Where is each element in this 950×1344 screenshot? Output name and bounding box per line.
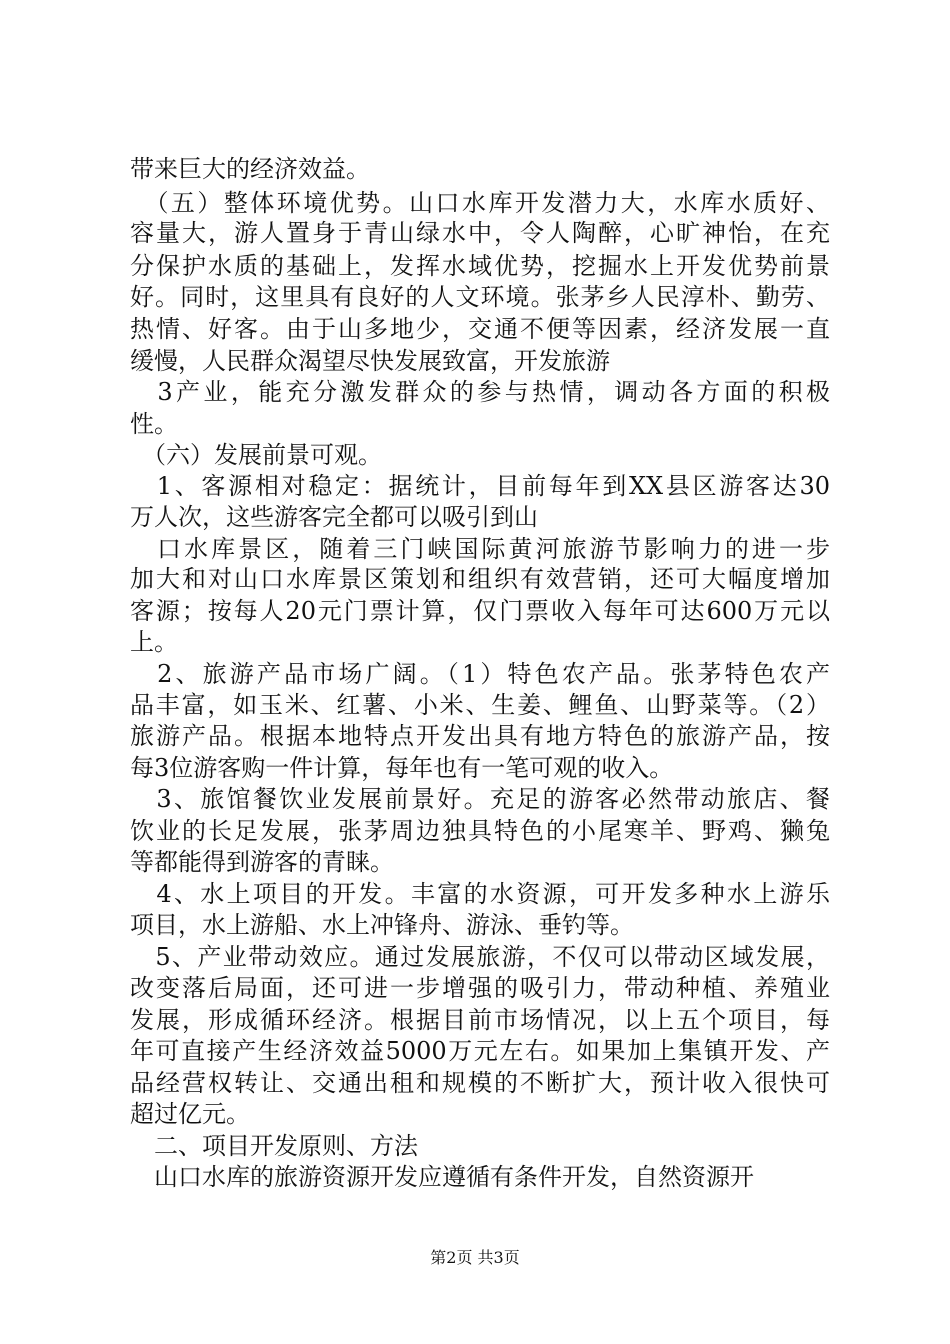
- paragraph-line: 品经营权转让、交通出租和规模的不断扩大，预计收入很快可: [130, 1069, 830, 1097]
- paragraph-line: 年可直接产生经济效益5000万元左右。如果加上集镇开发、产: [130, 1037, 830, 1065]
- paragraph-line: 二、项目开发原则、方法: [130, 1132, 418, 1160]
- paragraph-line: 带来巨大的经济效益。: [130, 155, 370, 183]
- paragraph-line: 品丰富，如玉米、红薯、小米、生姜、鲤鱼、山野菜等。（2）: [130, 691, 830, 719]
- page-number-footer: 第2页 共3页: [430, 1248, 520, 1267]
- paragraph-line: 分保护水质的基础上，发挥水域优势，挖掘水上开发优势前景: [130, 252, 830, 280]
- paragraph-line: 每3位游客购一件计算，每年也有一笔可观的收入。: [130, 754, 674, 782]
- paragraph-line: 容量大，游人置身于青山绿水中，令人陶醉，心旷神怡，在充: [130, 219, 830, 247]
- paragraph-line: 性。: [130, 410, 178, 438]
- paragraph-line: 加大和对山口水库景区策划和组织有效营销，还可大幅度增加: [130, 565, 830, 593]
- paragraph-line: 1、客源相对稳定：据统计，目前每年到XX县区游客达30: [130, 472, 830, 500]
- paragraph-line: 3、旅馆餐饮业发展前景好。充足的游客必然带动旅店、餐: [130, 785, 830, 813]
- paragraph-line: 旅游产品。根据本地特点开发出具有地方特色的旅游产品，按: [130, 722, 830, 750]
- paragraph-line: 发展，形成循环经济。根据目前市场情况，以上五个项目，每: [130, 1006, 830, 1034]
- paragraph-line: 2、旅游产品市场广阔。（1）特色农产品。张茅特色农产: [130, 660, 830, 688]
- paragraph-line: 万人次，这些游客完全都可以吸引到山: [130, 503, 538, 531]
- paragraph-line: 3产业，能充分激发群众的参与热情，调动各方面的积极: [130, 378, 830, 406]
- paragraph-line: 等都能得到游客的青睐。: [130, 848, 394, 876]
- paragraph-line: 上。: [130, 628, 178, 656]
- paragraph-line: 项目，水上游船、水上冲锋舟、游泳、垂钓等。: [130, 911, 634, 939]
- paragraph-line: 好。同时，这里具有良好的人文环境。张茅乡人民淳朴、勤劳、: [130, 283, 830, 311]
- paragraph-line: 5、产业带动效应。通过发展旅游，不仅可以带动区域发展，: [130, 943, 830, 971]
- paragraph-line: 山口水库的旅游资源开发应遵循有条件开发，自然资源开: [130, 1163, 754, 1191]
- paragraph-line: 客源；按每人20元门票计算，仅门票收入每年可达600万元以: [130, 597, 830, 625]
- paragraph-line: 饮业的长足发展，张茅周边独具特色的小尾寒羊、野鸡、獭兔: [130, 817, 830, 845]
- paragraph-line: （六）发展前景可观。: [130, 441, 382, 469]
- paragraph-line: 缓慢，人民群众渴望尽快发展致富，开发旅游: [130, 347, 610, 375]
- paragraph-line: （五）整体环境优势。山口水库开发潜力大，水库水质好、: [130, 189, 830, 217]
- paragraph-line: 4、水上项目的开发。丰富的水资源，可开发多种水上游乐: [130, 880, 830, 908]
- paragraph-line: 超过亿元。: [130, 1100, 250, 1128]
- paragraph-line: 口水库景区，随着三门峡国际黄河旅游节影响力的进一步: [130, 535, 830, 563]
- paragraph-line: 热情、好客。由于山多地少，交通不便等因素，经济发展一直: [130, 315, 830, 343]
- paragraph-line: 改变落后局面，还可进一步增强的吸引力，带动种植、养殖业: [130, 974, 830, 1002]
